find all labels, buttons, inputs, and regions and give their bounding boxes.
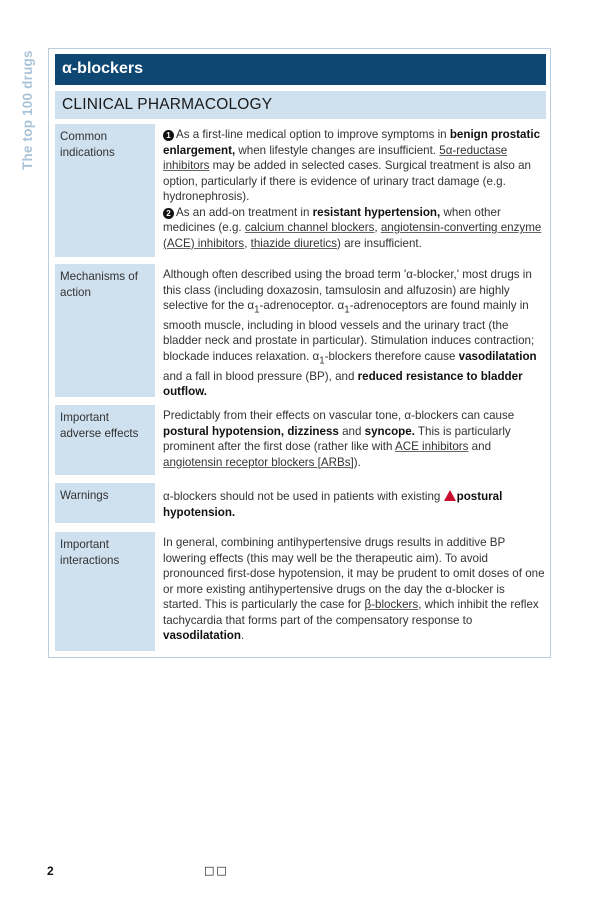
row-label: Important adverse effects <box>55 405 155 475</box>
link-ace-inhibitors[interactable]: ACE inhibitors <box>394 440 469 453</box>
row-label: Warnings <box>55 483 155 523</box>
drug-title: α-blockers <box>55 54 546 85</box>
link-arbs[interactable]: angiotensin receptor blockers [ARBs] <box>163 455 354 469</box>
row-label: Common indications <box>55 124 155 257</box>
row-content: Although often described using the broad term 'α-blocker,' most drugs in this class (including doxazosin, tamsulosin and alfuzosin) are highly selective for the $\alpha_1$-adrenoceptor. $\alpha_1$-adrenoceptors are found mainly in smooth muscle, including in blood vessels and the urinary tract (the bladder neck and prostate in particular). Stimulation induces contraction; blockade induces relaxation. $\alpha_1$-blockers therefore cause vasodilatation and a fall in blood pressure (BP), and reduced resistance to bladder outflow. <box>163 268 537 399</box>
row-indications <box>55 124 546 257</box>
row-label: Important interactions <box>55 532 155 651</box>
row-content: In general, combining antihypertensive drugs results in additive BP lowering effects (this may well be the therapeutic aim). To avoid pronounced first-dose hypotension, it may be prudent to omit doses of one or more existing antihypertensive drugs on the day the α-blocker is started. This is particularly the case for β-blockers, which inhibit the reflex tachycardia that forms part of the compensatory response to vasodilatation. <box>163 536 545 642</box>
link-ace-inhibitors[interactable]: angiotensin-converting enzyme (ACE) inhibitors <box>163 221 542 250</box>
warning-triangle-icon <box>444 490 456 501</box>
link-thiazides[interactable]: thiazide diuretics <box>250 236 337 250</box>
running-header: The top 100 drugs <box>20 50 35 170</box>
link-5ari[interactable]: 5α-reductase inhibitors <box>163 143 508 172</box>
row-content: 1 As a first-line medical option to improve symptoms in benign prostatic enlargement, when lifestyle changes are insufficient. 5α-reductase inhibitors may be added in selected cases. Surgical treatment is also an option, particularly if there is evidence of urinary tract damage (e.g. hydronephrosis). 2 As an add-on treatment in resistant hypertension, when other medicines (e.g. calcium channel blockers, angiotensin-converting enzyme (ACE) inhibitors, thiazide diuretics) are insufficient. <box>163 128 542 250</box>
row-warnings <box>55 483 546 523</box>
footer-glyphs: □□ <box>204 864 229 877</box>
number-2-icon: 2 <box>163 208 174 219</box>
number-1-icon: 1 <box>163 130 174 141</box>
page-number: 2 <box>47 864 54 878</box>
link-ccb[interactable]: calcium channel blockers <box>244 221 375 234</box>
row-content: α-blockers should not be used in patients with existing postural hypotension. <box>163 490 503 519</box>
section-heading: CLINICAL PHARMACOLOGY <box>55 91 546 119</box>
row-interactions <box>55 532 546 651</box>
row-label: Mechanisms of action <box>55 264 155 397</box>
row-content: Predictably from their effects on vascular tone, α-blockers can cause postural hypotension, dizziness and syncope. This is particularly prominent after the first dose (rather like with ACE inhibitors and angiotensin receptor blockers [ARBs]). <box>163 409 515 469</box>
link-beta-blockers[interactable]: β-blockers <box>364 598 419 611</box>
row-mechanism <box>55 264 546 397</box>
row-adverse-effects <box>55 405 546 475</box>
